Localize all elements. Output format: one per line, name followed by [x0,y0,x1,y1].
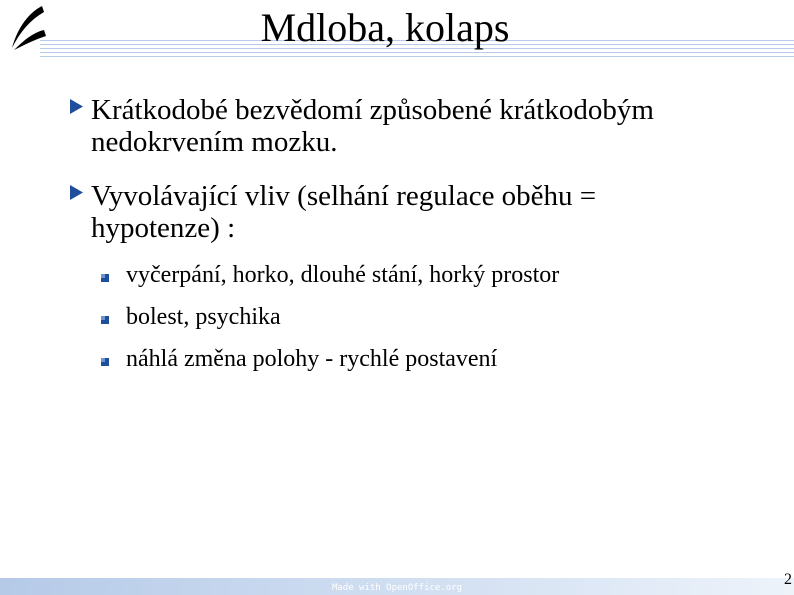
slide-title: Mdloba, kolaps [260,5,510,50]
sub-bullet-list [0,262,794,388]
small-square-icon [101,316,109,324]
triangle-arrow-icon [70,99,83,114]
sub-bullet-text: vyčerpání, horko, dlouhé stání, horký prostor [126,262,560,288]
bullet-item [0,94,731,158]
sub-bullet-item [0,346,794,388]
triangle-arrow-icon [70,185,83,200]
bullet-text: Krátkodobé bezvědomí způsobené krátkodobým nedokrvením mozku. [91,94,654,158]
sub-bullet-text: náhlá změna polohy - rychlé postavení [126,346,498,372]
bullet-item [0,180,731,244]
slide-content [0,94,794,388]
sub-bullet-text: bolest, psychika [126,304,281,330]
small-square-icon [101,358,109,366]
sub-bullet-item [0,304,794,346]
page-number: 2 [784,571,792,588]
sub-bullet-item [0,262,794,304]
bullet-text: Vyvolávající vliv (selhání regulace oběhu = hypotenze) : [91,180,597,244]
footer-text: Made with OpenOffice.org [331,583,463,593]
small-square-icon [101,274,109,282]
